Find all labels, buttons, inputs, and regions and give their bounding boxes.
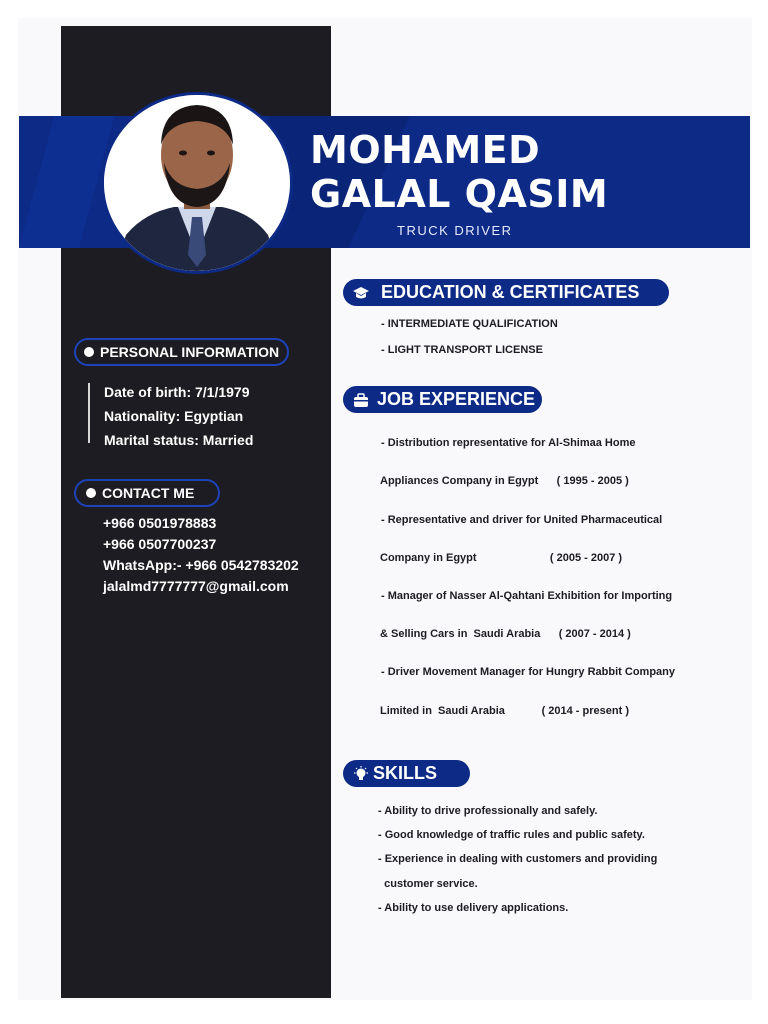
experience-label: JOB EXPERIENCE (377, 389, 536, 409)
education-heading (343, 279, 669, 306)
lightbulb-icon (353, 766, 369, 782)
whatsapp: WhatsApp:- +966 0542783202 (103, 557, 299, 573)
briefcase-icon (353, 392, 369, 408)
skill-line: - Ability to drive professionally and safely. (378, 805, 598, 817)
experience-heading (343, 386, 542, 413)
personal-info-list (104, 380, 253, 452)
phone-icon (86, 488, 96, 498)
email: jalalmd7777777@gmail.com (103, 578, 289, 594)
contact-list (103, 513, 299, 597)
graduation-cap-icon (353, 285, 369, 301)
job-title: TRUCK DRIVER (397, 223, 513, 238)
profile-photo (101, 92, 293, 274)
personal-info-divider (88, 383, 90, 443)
experience-line: Limited in Saudi Arabia ( 2014 - present ) (380, 705, 629, 717)
personal-info-label: PERSONAL INFORMATION (100, 344, 280, 360)
education-item: - INTERMEDIATE QUALIFICATION (381, 318, 558, 330)
skill-line: customer service. (378, 878, 478, 890)
info-icon (84, 347, 94, 357)
contact-label: CONTACT ME (102, 485, 195, 501)
experience-line: - Distribution representative for Al-Shimaa Home (381, 437, 636, 449)
experience-line: - Driver Movement Manager for Hungry Rabbit Company (381, 666, 675, 678)
education-item: - LIGHT TRANSPORT LICENSE (381, 344, 543, 356)
experience-line: Appliances Company in Egypt ( 1995 - 2005 ) (380, 475, 629, 487)
experience-line: - Manager of Nasser Al-Qahtani Exhibition for Importing (381, 590, 673, 602)
skill-line: - Experience in dealing with customers and providing (378, 853, 658, 865)
candidate-name (310, 128, 608, 216)
skills-heading (343, 760, 470, 787)
skill-line: - Ability to use delivery applications. (378, 902, 569, 914)
personal-info-heading (74, 338, 289, 366)
phone-1: +966 0501978883 (103, 515, 217, 531)
contact-heading (74, 479, 220, 507)
nationality: Nationality: Egyptian (104, 408, 244, 424)
marital-status: Marital status: Married (104, 432, 254, 448)
name-line-1: MOHAMED (310, 128, 541, 172)
experience-line: Company in Egypt ( 2005 - 2007 ) (380, 552, 623, 564)
phone-2: +966 0507700237 (103, 536, 217, 552)
skill-line: - Good knowledge of traffic rules and public safety. (378, 829, 645, 841)
experience-line: - Representative and driver for United Pharmaceutical (381, 514, 663, 526)
education-label: EDUCATION & CERTIFICATES (381, 282, 640, 302)
experience-line: & Selling Cars in Saudi Arabia ( 2007 - 2014 ) (380, 628, 631, 640)
skills-label: SKILLS (373, 763, 438, 783)
name-line-2: GALAL QASIM (310, 172, 609, 216)
birth-date: Date of birth: 7/1/1979 (104, 384, 250, 400)
